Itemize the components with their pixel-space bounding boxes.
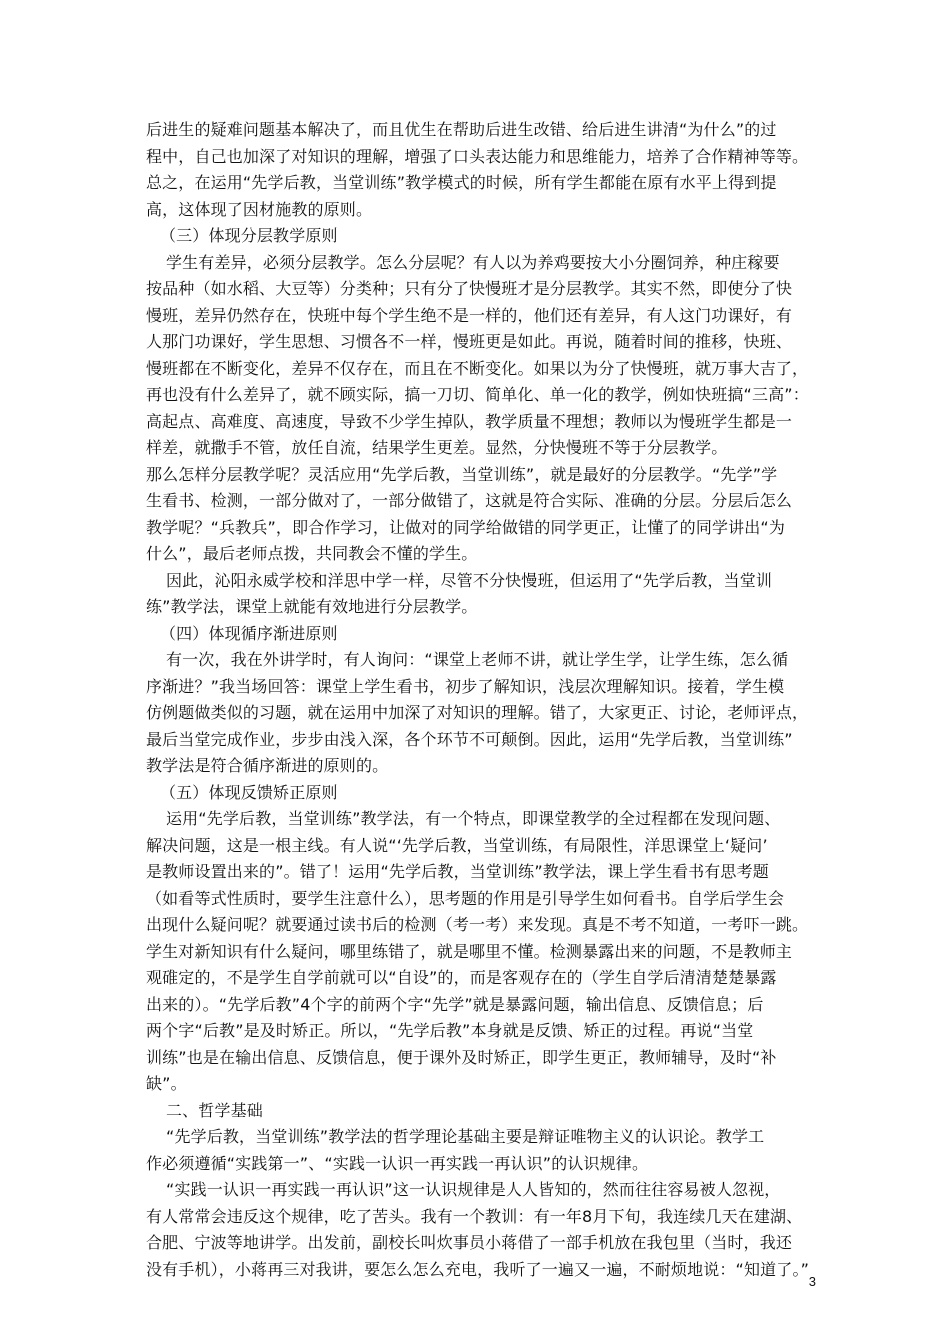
text-line: 运用“先学后教，当堂训练”教学法，有一个特点，即课堂教学的全过程都在发现问题、 bbox=[166, 809, 781, 828]
text-line: 学生对新知识有什么疑问，哪里练错了，就是哪里不懂。检测暴露出来的问题，不是教师主 bbox=[146, 941, 793, 961]
text-line: （如看等式性质时，要学生注意什么），思考题的作用是引导学生如何看书。自学后学生会 bbox=[146, 888, 785, 908]
text-line: 慢班都在不断变化，差异不仅存在，而且在不断变化。如果以为分了快慢班，就万事大吉了， bbox=[146, 358, 809, 378]
text-line: 因此，沁阳永威学校和洋思中学一样，尽管不分快慢班，但运用了“先学后教，当堂训 bbox=[166, 570, 772, 590]
text-line: 人那门功课好，学生思想、习惯各不一样，慢班更是如此。再说，随着时间的推移，快班、 bbox=[146, 332, 793, 351]
text-line: 高，这体现了因材施教的原则。 bbox=[146, 199, 373, 219]
text-line: 那么怎样分层教学呢？灵活应用“先学后教，当堂训练”，就是最好的分层教学。“先学”学 bbox=[146, 464, 778, 484]
text-line: 按品种（如水稻、大豆等）分类种；只有分了快慢班才是分层教学。其实不然，即使分了快 bbox=[146, 279, 793, 298]
section-heading: （四）体现循序渐进原则 bbox=[160, 623, 338, 643]
text-line: 训练”也是在输出信息、反馈信息，便于课外及时矫正，即学生更正，教师辅导，及时“补 bbox=[146, 1047, 777, 1067]
text-line: 再也没有什么差异了，就不顾实际，搞一刀切、简单化、单一化的教学，例如快班搞“三高”： bbox=[146, 385, 809, 404]
section-heading: （五）体现反馈矫正原则 bbox=[160, 782, 338, 802]
text-line: 教学法是符合循序渐进的原则的。 bbox=[146, 756, 389, 775]
text-line: 出现什么疑问呢？就要通过读书后的检测（考一考）来发现。真是不考不知道，一考吓一跳。 bbox=[146, 915, 809, 934]
text-line: 什么”，最后老师点拨，共同教会不懂的学生。 bbox=[146, 544, 478, 563]
page-number: 3 bbox=[808, 1274, 816, 1289]
text-line: 有人常常会违反这个规律，吃了苦头。我有一个教训：有一年8月下旬，我连续几天在建湖、 bbox=[146, 1206, 803, 1226]
text-line: 生看书、检测，一部分做对了，一部分做错了，这就是符合实际、准确的分层。分层后怎么 bbox=[146, 491, 793, 510]
text-line: 解决问题，这是一根主线。有人说“‘先学后教，当堂训练，有局限性，洋思课堂上‘疑问’ bbox=[146, 835, 768, 855]
section-heading: 二、哲学基础 bbox=[166, 1100, 263, 1120]
text-line: 仿例题做类似的习题，就在运用中加深了对知识的理解。错了，大家更正、讨论，老师评点， bbox=[146, 703, 809, 722]
text-line: 缺”。 bbox=[146, 1074, 187, 1093]
text-line: 序渐进？”我当场回答：课堂上学生看书，初步了解知识，浅层次理解知识。接着，学生模 bbox=[146, 676, 785, 696]
text-line: 出来的）。“先学后教”4个字的前两个字“先学”就是暴露问题，输出信息、反馈信息；后 bbox=[146, 994, 764, 1014]
text-line: 慢班，差异仍然存在，快班中每个学生绝不是一样的，他们还有差异，有人这门功课好，有 bbox=[146, 305, 793, 325]
body-text bbox=[146, 117, 814, 1283]
text-line: 样差，就撒手不管，放任自流，结果学生更差。显然，分快慢班不等于分层教学。 bbox=[146, 438, 728, 457]
section-heading: （三）体现分层教学原则 bbox=[160, 226, 338, 245]
text-line: “实践一认识一再实践一再认识”这一认识规律是人人皆知的，然而往往容易被人忽视， bbox=[166, 1180, 781, 1199]
text-line: 总之，在运用“先学后教，当堂训练”教学模式的时候，所有学生都能在原有水平上得到提 bbox=[146, 173, 777, 192]
text-line: 作必须遵循“实践第一”、“实践一认识一再实践一再认识”的认识规律。 bbox=[146, 1153, 649, 1173]
text-line: 有一次，我在外讲学时，有人询问：“课堂上老师不讲，就让学生学，让学生练，怎么循 bbox=[166, 650, 789, 669]
text-line: 没有手机），小蒋再三对我讲，要怎么怎么充电，我听了一遍又一遍，不耐烦地说：“知道了。” bbox=[146, 1259, 810, 1279]
text-line: 合肥、宁波等地讲学。出发前，副校长叫炊事员小蒋借了一部手机放在我包里（当时，我还 bbox=[146, 1233, 793, 1252]
text-line: 是教师设置出来的”。错了！运用“先学后教，当堂训练”教学法，课上学生看书有思考题 bbox=[146, 862, 769, 881]
text-line: 最后当堂完成作业，步步由浅入深，各个环节不可颠倒。因此，运用“先学后教，当堂训练” bbox=[146, 729, 793, 749]
text-line: 后进生的疑难问题基本解决了，而且优生在帮助后进生改错、给后进生讲清“为什么”的过 bbox=[146, 120, 777, 139]
text-line: 教学呢？“兵教兵”，即合作学习，让做对的同学给做错的同学更正，让懂了的同学讲出“为 bbox=[146, 517, 786, 537]
text-line: “先学后教，当堂训练”教学法的哲学理论基础主要是辩证唯物主义的认识论。教学工 bbox=[166, 1127, 765, 1146]
text-line: 练”教学法，课堂上就能有效地进行分层教学。 bbox=[146, 597, 478, 616]
text-line: 学生有差异，必须分层教学。怎么分层呢？有人以为养鸡要按大小分圈饲养，种庄稼要 bbox=[166, 252, 780, 272]
text-line: 两个字“后教”是及时矫正。所以，“先学后教”本身就是反馈、矫正的过程。再说“当堂 bbox=[146, 1021, 754, 1040]
text-line: 高起点、高难度、高速度，导致不少学生掉队，教学质量不理想；教师以为慢班学生都是一 bbox=[146, 411, 793, 431]
text-line: 程中，自己也加深了对知识的理解，增强了口头表达能力和思维能力，培养了合作精神等等。 bbox=[146, 146, 809, 166]
text-line: 观碓定的，不是学生自学前就可以“自设”的，而是客观存在的（学生自学后清清楚楚暴露 bbox=[146, 968, 777, 987]
